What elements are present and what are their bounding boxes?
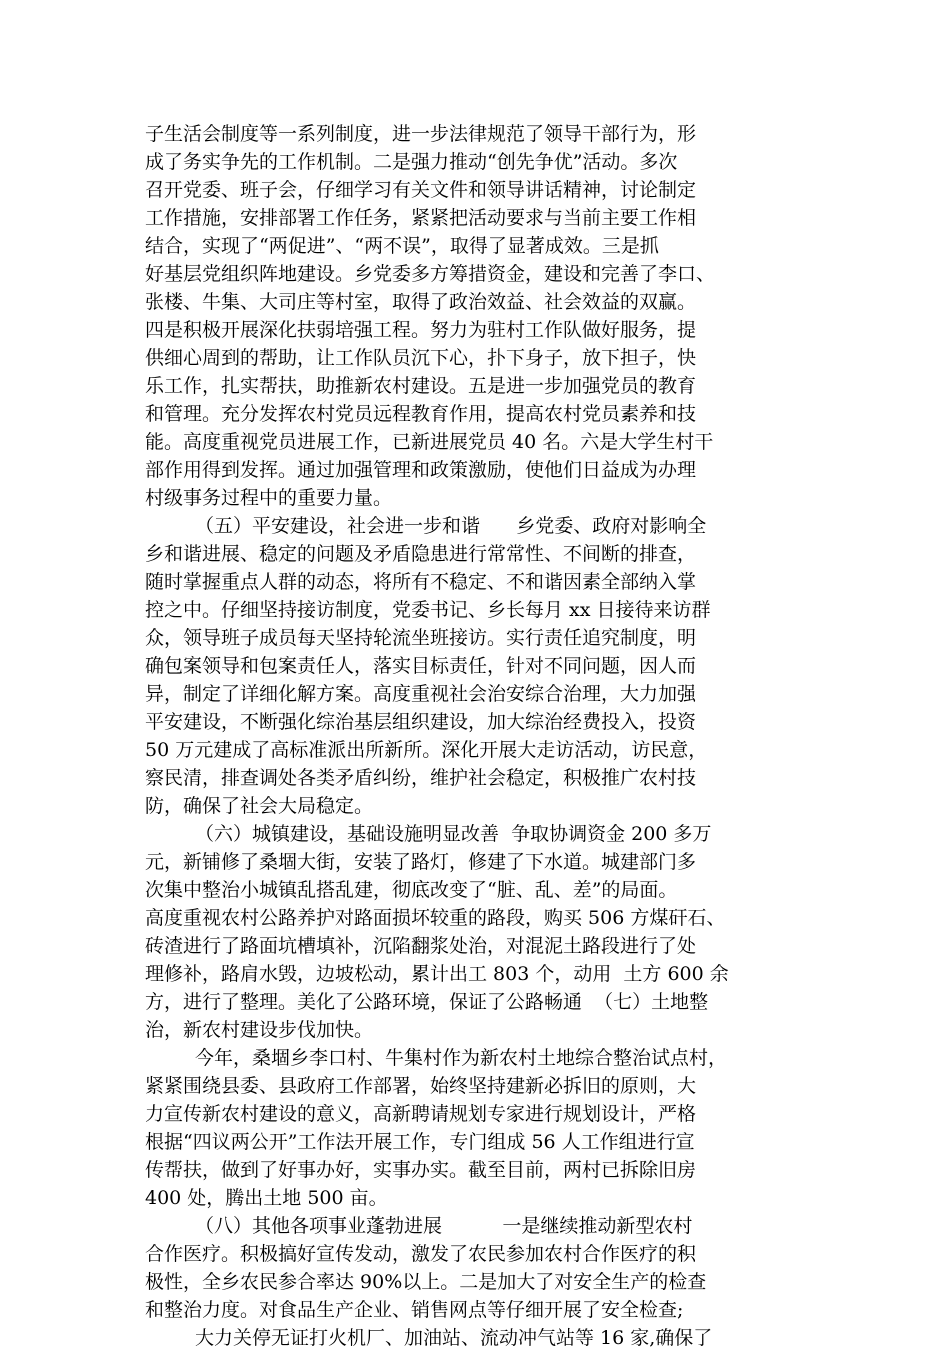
text-line: 结合，实现了“两促进”、“两不误”，取得了显著成效。三是抓	[145, 235, 659, 257]
text-line: 力宣传新农村建设的意义，高新聘请规划专家进行规划设计，严格	[145, 1103, 697, 1125]
text-line: 400 处，腾出土地 500 亩。	[145, 1187, 388, 1209]
text-line: 平安建设，不断强化综治基层组织建设，加大综治经费投入，投资	[145, 711, 697, 733]
paragraph-start-line: 今年，桑堌乡李口村、牛集村作为新农村土地综合整治试点村，	[195, 1047, 728, 1069]
text-line: 和管理。充分发挥农村党员远程教育作用，提高农村党员素养和技	[145, 403, 697, 425]
text-line: 随时掌握重点人群的动态，将所有不稳定、不和谐因素全部纳入掌	[145, 571, 697, 593]
text-line: 50 万元建成了高标准派出所新所。深化开展大走访活动，访民意，	[145, 739, 708, 761]
text-line: 紧紧围绕县委、县政府工作部署，始终坚持建新必拆旧的原则，大	[145, 1075, 697, 1097]
text-line: 供细心周到的帮助，让工作队员沉下心，扑下身子，放下担子，快	[145, 347, 697, 369]
text-line: 极性，全乡农民参合率达 90%以上。二是加大了对安全生产的检查	[145, 1271, 707, 1293]
text-line: 召开党委、班子会，仔细学习有关文件和领导讲话精神，讨论制定	[145, 179, 697, 201]
text-line: 工作措施，安排部署工作任务，紧紧把活动要求与当前主要工作相	[145, 207, 697, 229]
section-heading-line: （六）城镇建设，基础设施明显改善 争取协调资金 200 多万	[195, 823, 712, 845]
text-line: 四是积极开展深化扶弱培强工程。努力为驻村工作队做好服务，提	[145, 319, 697, 341]
text-line: 次集中整治小城镇乱搭乱建，彻底改变了“脏、乱、差”的局面。	[145, 879, 678, 901]
text-line: 治，新农村建设步伐加快。	[145, 1019, 374, 1041]
section-heading-line: （八）其他各项事业蓬勃进展 一是继续推动新型农村	[195, 1215, 693, 1237]
text-line: 众，领导班子成员每天坚持轮流坐班接访。实行责任追究制度，明	[145, 627, 697, 649]
document-page	[145, 120, 815, 1352]
text-line: 察民清，排查调处各类矛盾纠纷，维护社会稳定，积极推广农村技	[145, 767, 697, 789]
text-line: 乡和谐进展、稳定的问题及矛盾隐患进行常常性、不间断的排查，	[145, 543, 697, 565]
text-line: 部作用得到发挥。通过加强管理和政策激励，使他们日益成为办理	[145, 459, 697, 481]
section-heading-line: （五）平安建设，社会进一步和谐 乡党委、政府对影响全	[195, 515, 707, 537]
text-line: 和整治力度。对食品生产企业、销售网点等仔细开展了安全检查;	[145, 1299, 684, 1321]
paragraph-start-line: 大力关停无证打火机厂、加油站、流动冲气站等 16 家,确保了	[195, 1327, 713, 1349]
text-line: 张楼、牛集、大司庄等村室，取得了政治效益、社会效益的双赢。	[145, 291, 697, 313]
text-line: 异，制定了详细化解方案。高度重视社会治安综合治理，大力加强	[145, 683, 697, 705]
text-line: 理修补，路肩水毁，边坡松动，累计出工 803 个，动用 土方 600 余	[145, 963, 729, 985]
text-line: 控之中。仔细坚持接访制度，党委书记、乡长每月 xx 日接待来访群	[145, 599, 711, 621]
text-line: 子生活会制度等一系列制度，进一步法律规范了领导干部行为，形	[145, 123, 697, 145]
text-line: 好基层党组织阵地建设。乡党委多方筹措资金，建设和完善了李口、	[145, 263, 716, 285]
text-line: 乐工作，扎实帮扶，助推新农村建设。五是进一步加强党员的教育	[145, 375, 697, 397]
text-line: 村级事务过程中的重要力量。	[145, 487, 393, 509]
text-line: 根据“四议两公开”工作法开展工作，专门组成 56 人工作组进行宣	[145, 1131, 695, 1153]
text-line: 合作医疗。积极搞好宣传发动，激发了农民参加农村合作医疗的积	[145, 1243, 697, 1265]
text-line: 成了务实争先的工作机制。二是强力推动“创先争优”活动。多次	[145, 151, 678, 173]
text-line: 元，新铺修了桑堌大街，安装了路灯，修建了下水道。城建部门多	[145, 851, 697, 873]
text-line: 防，确保了社会大局稳定。	[145, 795, 374, 817]
text-line: 确包案领导和包案责任人，落实目标责任，针对不同问题，因人而	[145, 655, 697, 677]
text-line: 方，进行了整理。美化了公路环境，保证了公路畅通 （七）土地整	[145, 991, 709, 1013]
text-line: 砖渣进行了路面坑槽填补，沉陷翻浆处治，对混泥土路段进行了处	[145, 935, 697, 957]
text-line: 高度重视农村公路养护对路面损坏较重的路段，购买 506 方煤矸石、	[145, 907, 726, 929]
text-line: 传帮扶，做到了好事办好，实事办实。截至目前，两村已拆除旧房	[145, 1159, 697, 1181]
text-line: 能。高度重视党员进展工作，已新进展党员 40 名。六是大学生村干	[145, 431, 714, 453]
